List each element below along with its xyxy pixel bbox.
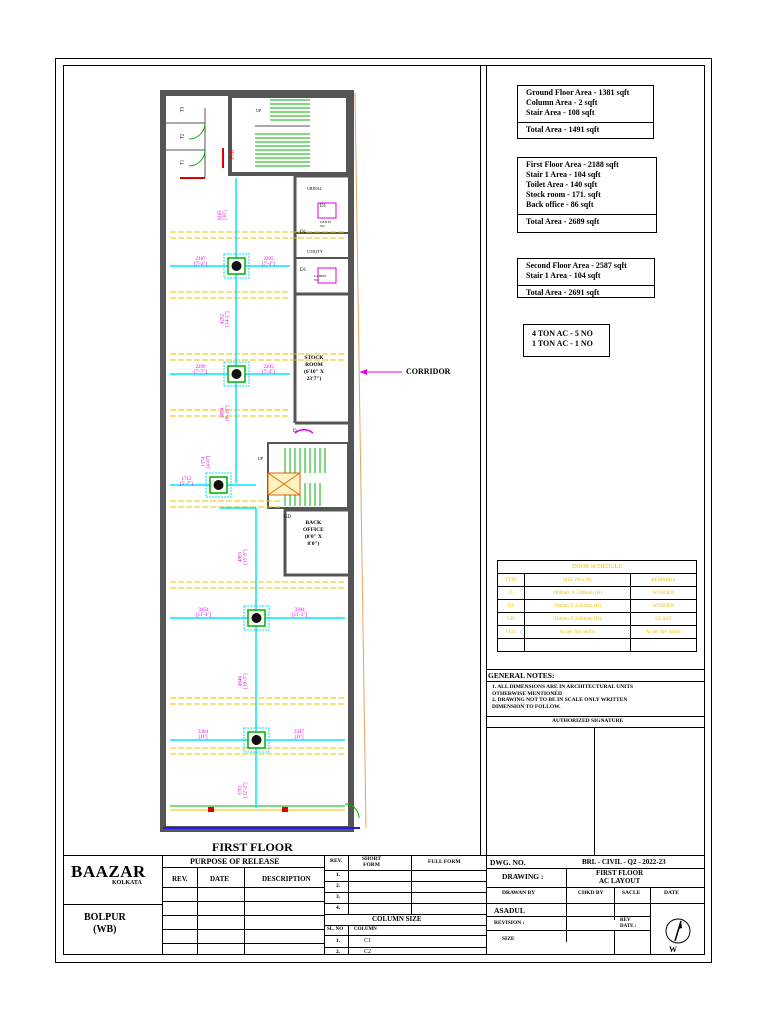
door-tag: D1	[320, 204, 327, 209]
stair-treads-top	[255, 100, 310, 166]
purpose-title: PURPOSE OF RELEASE	[190, 857, 280, 866]
ground-floor-area-box: Ground Floor Area - 1381 sqft Column Area - 2 sqft Stair Area - 108 sqft Total Area - 1491 sqft	[517, 85, 654, 139]
first-floor-area-box: First Floor Area - 2188 sqft Stair 1 Area - 104 sqft Toilet Area - 140 sqft Stock room - 171. sqft Back office - 86 sqft Total Area - 2689 sqft	[517, 157, 657, 233]
rev-table	[324, 855, 486, 955]
door-tag: D	[293, 429, 297, 434]
column-row-name: C1	[364, 938, 372, 944]
dimension-label: 3701 [12'-2"]	[238, 782, 249, 798]
location-label: BOLPUR (WB)	[84, 912, 126, 935]
door-schedule-title: DOOR SCHEDULE	[498, 561, 696, 574]
panel-divider-2	[486, 65, 487, 955]
door-schedule-row: D1 760mm X 2200mm (H) WOODEN	[498, 600, 696, 613]
column-header-slno: SL. NO	[327, 927, 344, 932]
ac-count-box: 4 TON AC - 5 NO 1 TON AC - 1 NO	[523, 324, 610, 357]
stock-room-label: STOCK ROOM (6'10" X 23'7")	[304, 355, 325, 382]
rev-number: 1.	[336, 872, 341, 878]
authorized-signature-label: AUTHORIZED SIGNATURE	[552, 718, 624, 724]
ac-unit	[244, 606, 269, 630]
door-schedule-row: D 1000mm X 2200mm (H) WOODEN	[498, 587, 696, 600]
revision-label: REVISION :	[494, 920, 525, 926]
column-row-sl: 2.	[336, 949, 341, 955]
door-schedule	[497, 560, 697, 652]
stair-up-tag: UP	[256, 108, 262, 113]
door-tag: T2	[180, 133, 186, 140]
gents-label: GENTS WC	[320, 220, 332, 228]
panel-divider-1	[480, 65, 481, 855]
signature-divider	[594, 727, 595, 855]
toilet-cubicles	[165, 108, 205, 178]
dimension-label: 3394 [11'-2"]	[292, 608, 308, 618]
dimension-label: 3347 [11']	[294, 730, 304, 740]
urinal-label: URINAL	[307, 186, 323, 191]
door-tag: T3	[180, 106, 186, 113]
back-office-label: BACK OFFICE (8'0" X 8'0")	[303, 520, 324, 547]
ac-unit	[224, 254, 249, 278]
ac-unit	[206, 473, 231, 497]
scale-label: SACLE	[622, 890, 641, 896]
dimension-label: 2299 [7'-7"]	[194, 365, 207, 375]
checked-by-label: CHKD BY	[578, 890, 604, 896]
ac-unit	[224, 362, 249, 386]
dimension-label: 3454 [11'-4"]	[196, 608, 212, 618]
dimension-label: 2205 [7'-3"]	[262, 257, 275, 267]
rev-number: 3.	[336, 894, 341, 900]
purpose-table	[162, 855, 324, 955]
door-schedule-header: TYPE SIZE (W x H) REMARKS	[498, 574, 696, 587]
door-tag-gd: GD	[284, 515, 292, 520]
dimension-label: 3364 [11']	[198, 730, 208, 740]
drawn-by-value: ASADUL	[494, 906, 525, 915]
notes-top-line	[486, 669, 705, 670]
column-row-name: C2	[364, 949, 372, 955]
dimension-lines	[170, 178, 345, 808]
rev-number: 4.	[336, 905, 341, 911]
dimension-label: 1712 [5'-7"]	[180, 477, 193, 487]
dimension-label: 2205 [7'-3"]	[262, 365, 275, 375]
full-form-header: FULL FORM	[428, 859, 461, 865]
column-size-title: COLUMN SIZE	[372, 915, 422, 923]
signature-box-line	[486, 727, 705, 728]
door-schedule-row: GD 910mm X 2200mm (H) GLASS	[498, 613, 696, 626]
ladies-label: LADIES WC	[314, 274, 327, 282]
date-label: DATE	[664, 890, 679, 896]
brand-sub: KOLKATA	[112, 880, 142, 886]
door-schedule-row: FCD As per fire norms As per fire norms	[498, 626, 696, 639]
column-row-sl: 1.	[336, 938, 341, 944]
utility-label: UTILITY	[307, 249, 323, 254]
second-floor-area-box: Second Floor Area - 2587 sqft Stair 1 Area - 104 sqft Total Area - 2691 sqft	[517, 258, 655, 298]
size-label: SIZE	[502, 936, 515, 942]
general-notes-text: 1. ALL DIMENSIONS ARE IN ARCHITECTURAL UNITS OTHERWISE MENTIONED 2. DRAWING NOT TO BE IN SCALE ONLY WRITTEN DIMENSION TO FOLLOW.	[492, 684, 634, 710]
dimension-label: 1374 [4'-6"]	[201, 455, 212, 469]
dimension-label: 4803 [15'-9"]	[238, 549, 249, 565]
purpose-header-rev: REV.	[172, 875, 188, 883]
purpose-header-description: DESCRIPTION	[262, 875, 311, 883]
door-tag: D1	[300, 268, 307, 273]
drawing-label: DRAWING :	[502, 872, 544, 881]
corridor-label: CORRIDOR	[406, 367, 451, 376]
dimension-label: 4292 [14'-1"]	[220, 311, 231, 327]
dimension-label: 2694 [8'-10"]	[220, 405, 231, 421]
general-notes-title: GENERAL NOTES:	[488, 671, 555, 680]
north-arrow-label: W	[669, 945, 677, 954]
dimension-label: 4946 [16'-3"]	[238, 673, 249, 689]
north-arrow-icon	[664, 917, 692, 947]
notes-title-line	[486, 681, 705, 682]
drawn-by-label: DRAWAN BY	[502, 890, 536, 896]
rev-number: 2.	[336, 883, 341, 889]
orange-boundary	[355, 93, 366, 828]
dwg-no-label: DWG. NO.	[490, 858, 526, 867]
purpose-header-date: DATE	[210, 875, 229, 883]
dimension-label: 9165 [30']	[218, 210, 228, 220]
door-schedule-row-empty	[498, 639, 696, 651]
brand-logo: BAAZAR	[71, 862, 146, 881]
column-header-column: COLUMN	[354, 927, 377, 932]
drawing-value: FIRST FLOOR AC LAYOUT	[596, 869, 644, 885]
rev-header: REV.	[330, 858, 343, 864]
ac-unit	[244, 728, 269, 752]
rev-date-label: REV DATE :	[620, 918, 637, 929]
dimension-label: 2187 [7'-2"]	[194, 257, 207, 267]
duct-lines	[170, 232, 345, 754]
dwg-no-value: BRL - CIVIL - Q2 - 2022-23	[582, 858, 666, 866]
door-tag-fcd: FCD	[230, 149, 236, 160]
floor-title: FIRST FLOOR	[212, 840, 293, 854]
signature-line	[486, 716, 705, 717]
stair-up-tag: UP	[258, 456, 264, 461]
door-tag: T1	[180, 159, 186, 166]
door-tag: D1	[300, 230, 307, 235]
short-form-header: SHORT FORM	[362, 856, 382, 868]
